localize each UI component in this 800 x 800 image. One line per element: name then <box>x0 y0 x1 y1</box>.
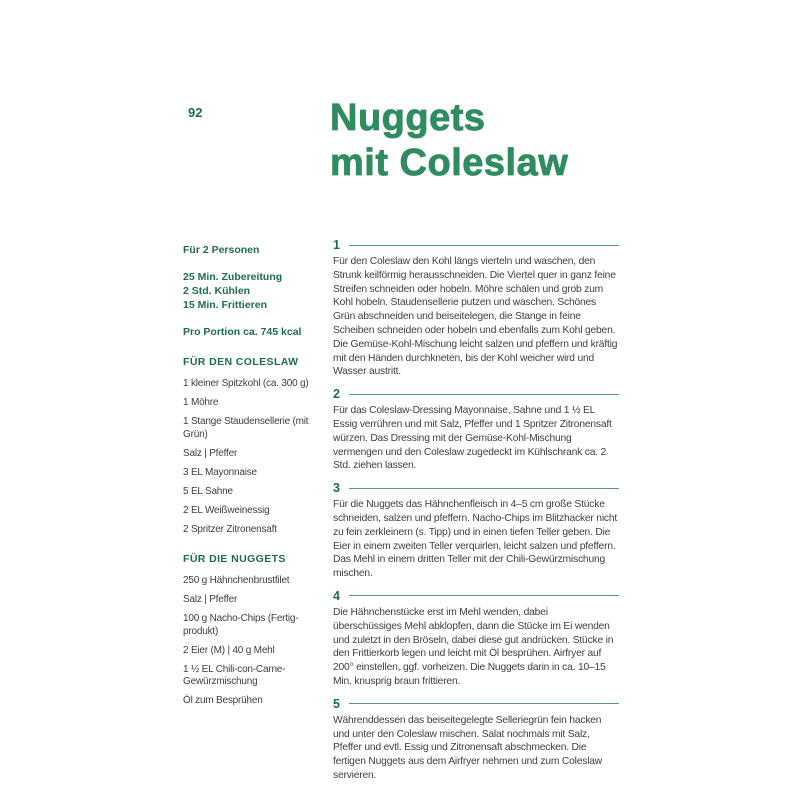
chill-time: 2 Std. Kühlen <box>183 285 251 297</box>
step-rule <box>349 394 619 395</box>
recipe-step-2 <box>333 387 619 473</box>
step-header <box>333 589 619 603</box>
recipe-title-line2: mit Coleslaw <box>330 142 569 184</box>
recipe-step-5 <box>333 697 619 783</box>
ingredient-item: Salz | Pfeffer <box>183 447 238 459</box>
step-rule <box>349 488 619 489</box>
recipe-step-3 <box>333 481 619 581</box>
step-text: Für das Coleslaw-Dressing Mayonnaise, Sahne und 1 ½ EL Essig verrühren und mit Salz, Pfeffer und 1 Spritzer Zitronensaft würzen. Das Dressing mit der Gemüse-Kohl-Mischung vermengen und den Coleslaw zugedeckt im Kühlschrank ca. 2 Std. ziehen lassen. <box>333 405 612 472</box>
coleslaw-ingredients-header: FÜR DEN COLESLAW <box>183 356 299 368</box>
recipe-step-4 <box>333 589 619 689</box>
step-text: Für den Coleslaw den Kohl längs vierteln und waschen, den Strunk keilförmig herausschneiden. Die Viertel quer in ganz feine Streifen schneiden oder hobeln. Möhre schälen und grob zum Kohl hobeln. Staudensellerie putzen und waschen. Schönes Grün abschneiden und beiseitelegen, die Stange in feine Scheiben schneiden oder hobeln und ebenfalls zum Kohl geben. Die Gemüse-Kohl-Mischung leicht salzen und pfeffern und kräftig mit den Händen durchkneten, bis der Kohl weicher wird und Wasser austritt. <box>333 256 618 378</box>
recipe-title-line1: Nuggets <box>330 97 486 139</box>
step-number: 3 <box>333 481 340 496</box>
step-number: 5 <box>333 696 340 711</box>
nuggets-ingredients-header: FÜR DIE NUGGETS <box>183 553 286 565</box>
ingredient-item: 1 Stange Staudensellerie (mit Grün) <box>183 416 309 440</box>
step-header <box>333 481 619 495</box>
ingredient-item: 3 EL Mayonnaise <box>183 466 257 478</box>
timing-block <box>183 270 313 312</box>
step-header <box>333 697 619 711</box>
ingredient-item: Öl zum Besprühen <box>183 695 263 706</box>
prep-time: 25 Min. Zubereitung <box>183 271 283 283</box>
ingredient-item: 250 g Hähnchenbrustfilet <box>183 575 290 586</box>
page-number: 92 <box>188 105 203 120</box>
ingredient-item: 1 kleiner Spitzkohl (ca. 300 g) <box>183 378 309 389</box>
ingredient-item: 100 g Nacho-Chips (Fertigprodukt) <box>183 613 299 637</box>
ingredient-item: 1 Möhre <box>183 397 219 408</box>
step-text: Währenddessen das beiseitegelegte Selleriegrün fein hacken und unter den Coleslaw mischen. Salat nochmals mit Salz, Pfeffer und evtl. Essig und Zitronensaft abschmecken. Die fertigen Nuggets aus dem Airfryer nehmen und zum Coleslaw servieren. <box>333 714 603 781</box>
step-header <box>333 238 619 252</box>
step-text: Für die Nuggets das Hähnchenfleisch in 4–5 cm große Stücke schneiden, salzen und pfeffern. Nacho-Chips im Blitzhacker nicht zu fein zerkleinern (s. Tipp) und in einen tiefen Teller geben. Die Eier in einem zweiten Teller verquirlen, leicht salzen und pfeffern. Das Mehl in einem dritten Teller mit der Chili-Gewürzmischung mischen. <box>333 499 618 580</box>
ingredient-item: 2 EL Weißweinessig <box>183 504 270 516</box>
calories-label: Pro Portion ca. 745 kcal <box>183 326 302 338</box>
fry-time: 15 Min. Frittieren <box>183 299 268 311</box>
step-number: 2 <box>333 387 340 402</box>
step-number: 4 <box>333 588 340 603</box>
ingredient-item: 1 ½ EL Chili-con-Carne-Gewürzmischung <box>183 663 286 687</box>
step-number: 1 <box>333 238 340 252</box>
step-rule <box>349 595 619 596</box>
ingredient-item: Salz | Pfeffer <box>183 594 238 605</box>
ingredients-sidebar <box>183 243 313 714</box>
step-text: Die Hähnchenstücke erst im Mehl wenden, dabei überschüssiges Mehl abklopfen, dann die Stücke im Ei wenden und zuletzt in den Bröseln, dabei diese gut andrücken. Stücke in den Frittierkorb legen und leicht mit Öl besprühen. Airfryer auf 200° einstellen, ggf. vorheizen. Die Nuggets darin in ca. 10–15 Min. knusprig braun frittieren. <box>333 606 614 687</box>
step-rule <box>349 245 619 246</box>
step-header <box>333 387 619 401</box>
servings-label: Für 2 Personen <box>183 244 260 256</box>
recipe-title <box>330 96 568 186</box>
ingredient-item: 2 Eier (M) | 40 g Mehl <box>183 644 275 656</box>
ingredient-item: 5 EL Sahne <box>183 485 233 497</box>
instructions-column <box>333 238 619 791</box>
nuggets-ingredients-list <box>183 575 313 708</box>
ingredient-item: 2 Spritzer Zitronensaft <box>183 523 277 535</box>
step-rule <box>349 703 619 704</box>
recipe-step-1 <box>333 238 619 379</box>
coleslaw-ingredients-list <box>183 378 313 536</box>
